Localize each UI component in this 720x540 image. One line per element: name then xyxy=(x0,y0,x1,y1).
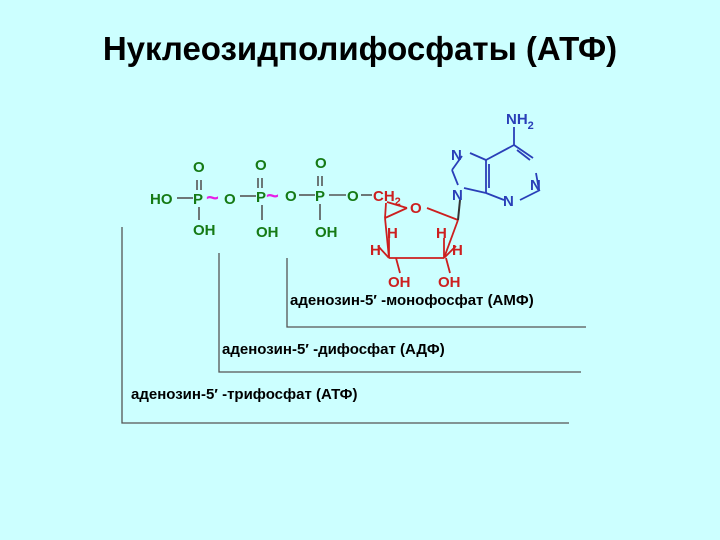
phosphate-3-double-o: O xyxy=(315,155,327,172)
bridge-o-1: O xyxy=(224,191,236,208)
ribose-h-4: H xyxy=(452,242,463,259)
ribose-oh-2: OH xyxy=(438,274,461,291)
adenine-n-9: N xyxy=(452,187,463,204)
high-energy-bond-1: ~ xyxy=(206,185,219,210)
amino-group: $NH_2$ xyxy=(506,111,534,132)
page-title: Нуклеозидполифосфаты (АТФ) xyxy=(102,30,618,67)
high-energy-bond-2: ~ xyxy=(266,183,279,208)
phosphate-3-oh: OH xyxy=(315,224,338,241)
bridge-o-3: O xyxy=(347,188,359,205)
bridge-o-2: O xyxy=(285,188,297,205)
ribose-h-2: H xyxy=(387,225,398,242)
adenine-rings xyxy=(452,127,540,200)
phosphate-3-p: P xyxy=(315,188,326,205)
ch2-group: $CH_2$ xyxy=(373,188,401,208)
adenine-n-3: N xyxy=(503,193,514,210)
ribose-ring-o: O xyxy=(410,200,422,217)
adenine-n-7: N xyxy=(451,147,462,164)
ho-group: HO xyxy=(150,191,173,208)
phosphate-1-double-o: O xyxy=(193,159,205,176)
label-amp: аденозин-5′ -монофосфат (АМФ) xyxy=(290,292,534,309)
adenine-n-1: N xyxy=(530,177,541,194)
ribose-oh-1: OH xyxy=(388,274,411,291)
phosphate-1-p: P xyxy=(193,191,204,208)
ribose-h-1: H xyxy=(370,242,381,259)
ribose-h-3: H xyxy=(436,225,447,242)
phosphate-2-oh: OH xyxy=(256,224,279,241)
phosphate-2-double-o: O xyxy=(255,157,267,174)
label-atp: аденозин-5′ -трифосфат (АТФ) xyxy=(131,386,358,403)
label-adp: аденозин-5′ -дифосфат (АДФ) xyxy=(222,341,445,358)
phosphate-2-p: P xyxy=(256,189,267,206)
phosphate-1-oh: OH xyxy=(193,222,216,239)
